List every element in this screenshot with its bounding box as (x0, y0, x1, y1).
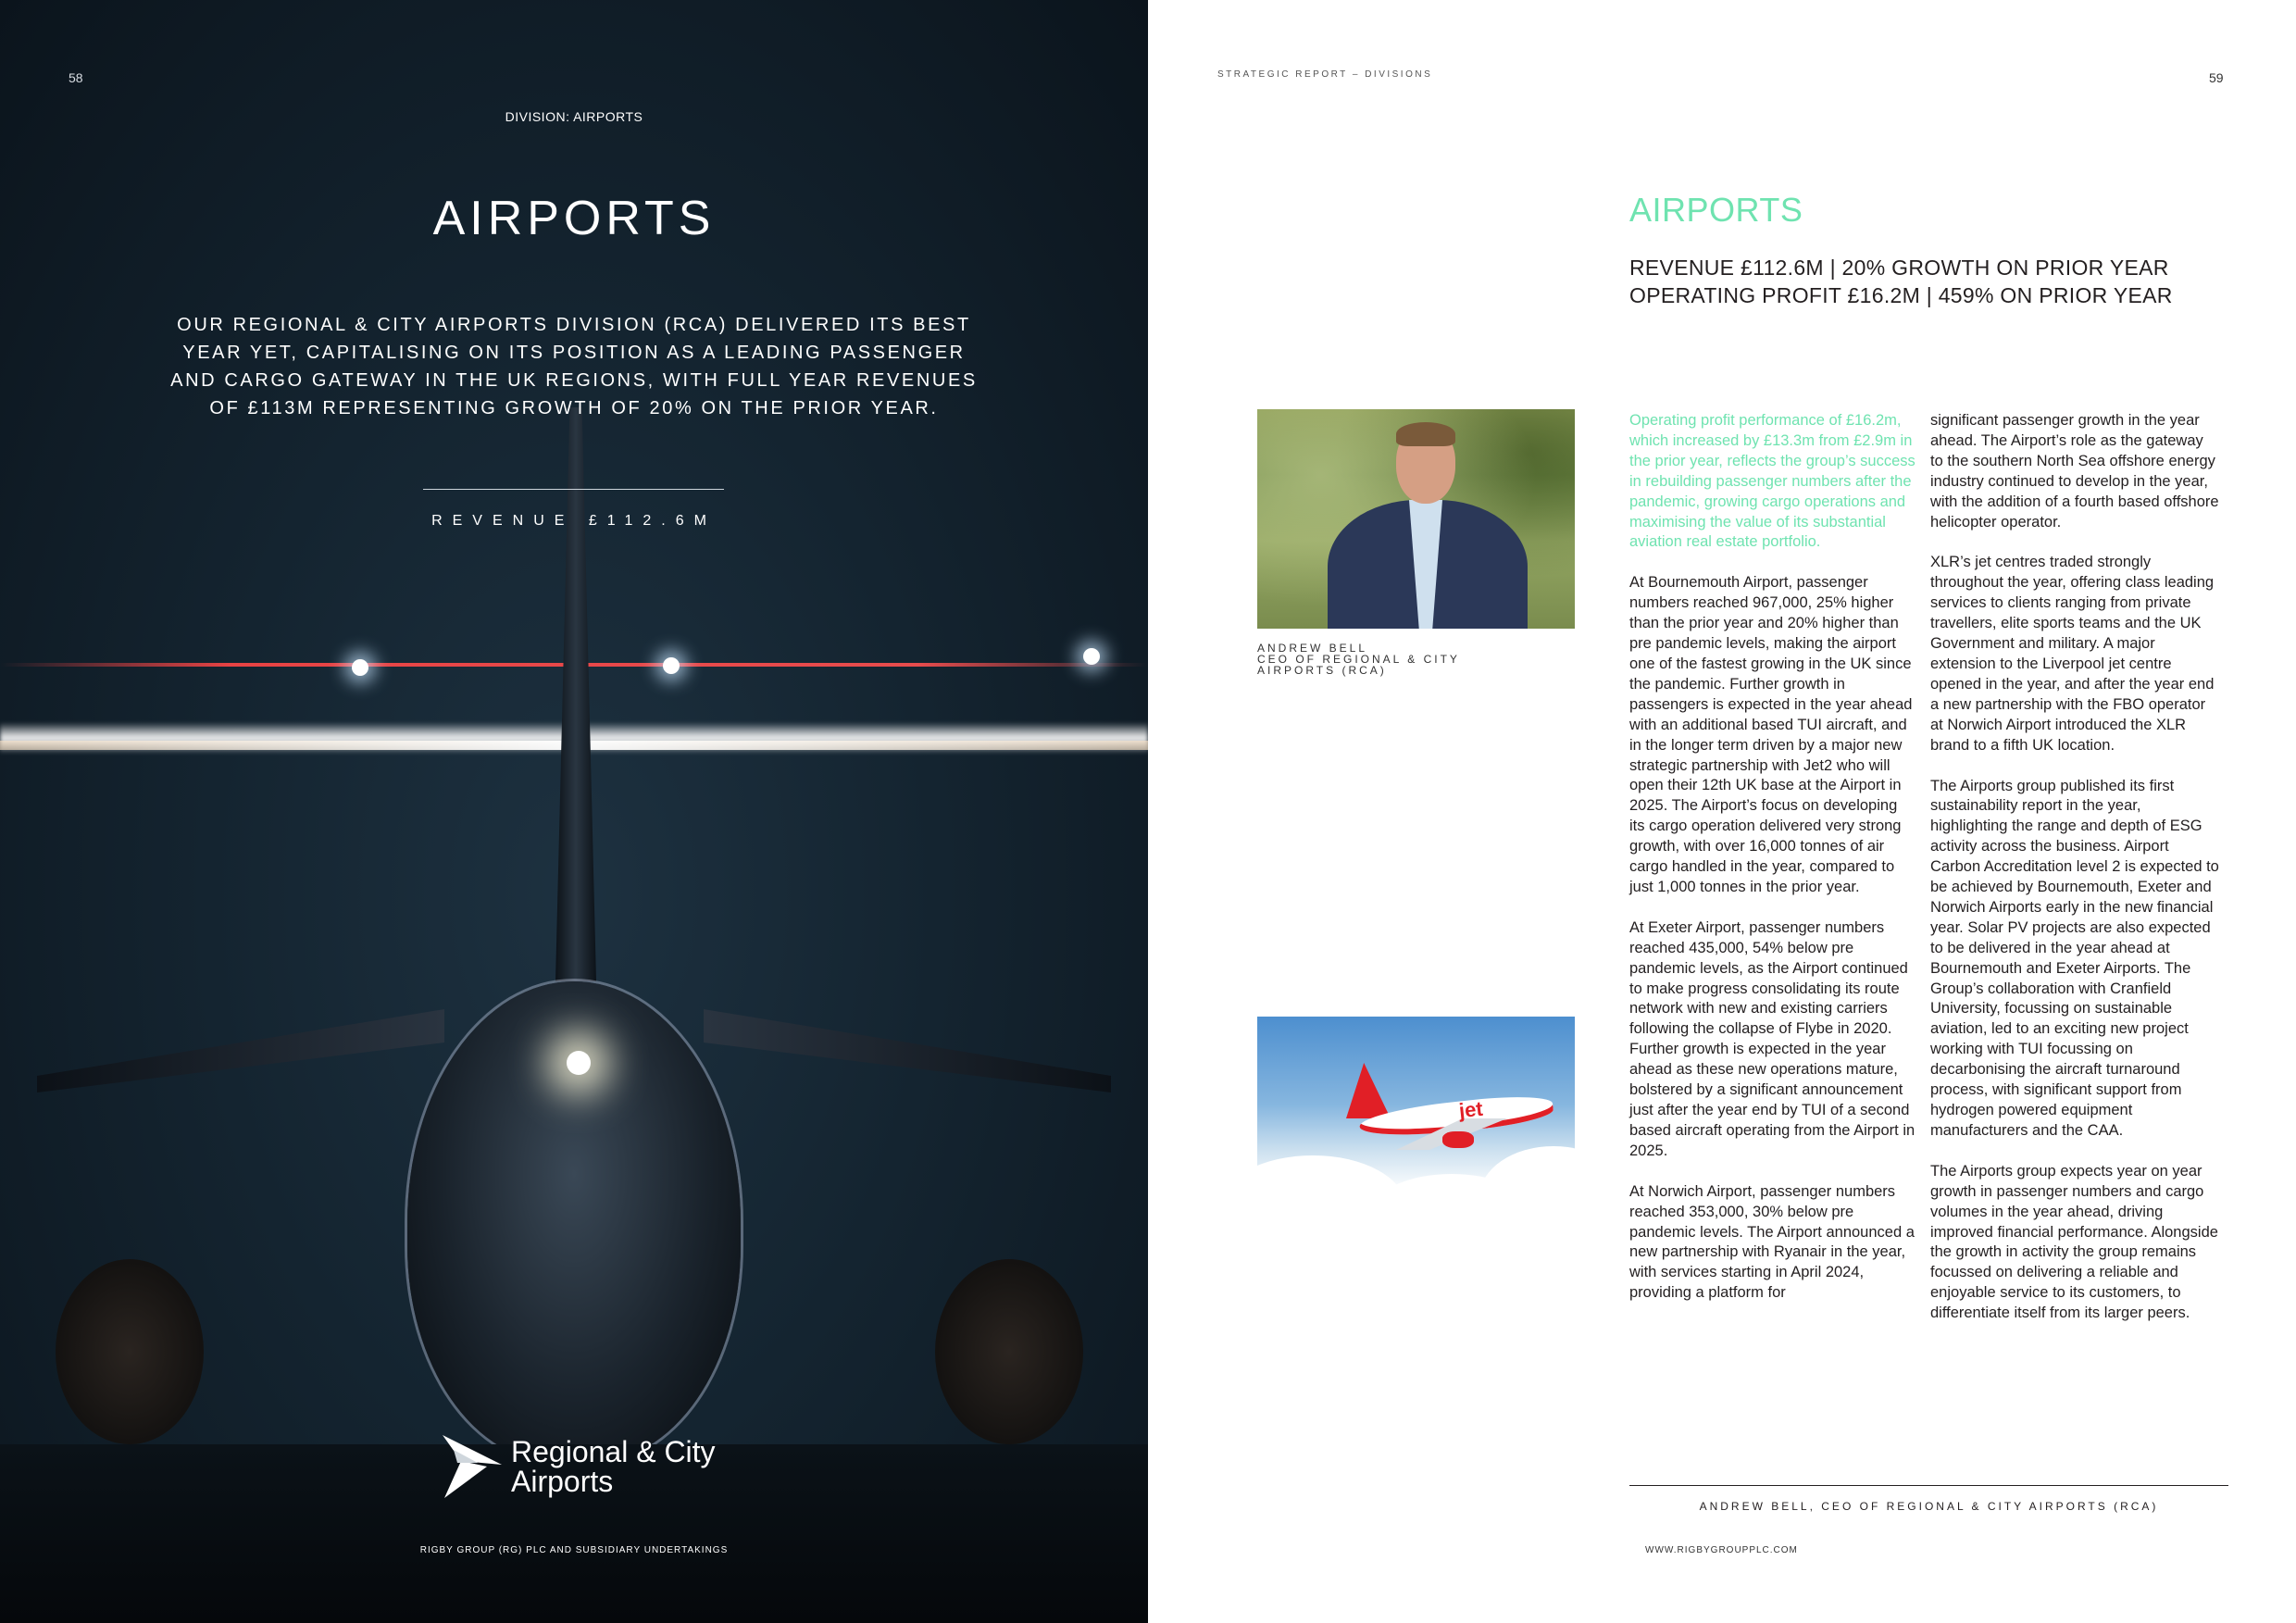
highlight-paragraph: Operating profit performance of £16.2m, which increased by £13.3m from £2.9m in the prior year, reflects the group’s success in rebuilding passenger numbers after the pandemic, growing cargo operations and maximising the value of its substantial aviation real estate portfolio. (1629, 412, 1915, 551)
ceo-caption-role: CEO OF REGIONAL & CITY (1257, 653, 1460, 666)
aircraft-tail-fin (555, 407, 596, 981)
body-paragraph: At Norwich Airport, passenger numbers reached 353,000, 30% below pre pandemic levels. The Airport announced a new partnership with Ryanair in the year, with services starting in April 2024, providing a platform for (1629, 1182, 1915, 1302)
runway-light (663, 657, 680, 674)
aircraft-right-wing (704, 1009, 1111, 1092)
section-title: AIRPORTS (1629, 191, 1803, 229)
aircraft-left-engine (56, 1259, 204, 1444)
runway-light (352, 659, 368, 676)
ceo-caption (1257, 643, 1460, 676)
intro-statement: OUR REGIONAL & CITY AIRPORTS DIVISION (RCA) DELIVERED ITS BEST YEAR YET, CAPITALISING ON ITS POSITION AS A LEADING PASSENGER AND CARGO GATEWAY IN THE UK REGIONS, WITH FULL YEAR REVENUES OF £113M REPRESENTING GROWTH OF 20% ON THE PRIOR YEAR. (170, 315, 978, 418)
body-paragraph: The Airports group published its first sustainability report in the year, highlighting the range and depth of ESG activity across the business. Airport Carbon Accreditation level 2 is expected to be achieved by Bournemouth, Exeter and Norwich Airports early in the new financial year. Solar PV projects are also expected to be delivered in the year ahead at Bournemouth and Exeter Airports. The Group’s collaboration with Cranfield University, focussing on sustainable aviation, led to an exciting new project working with TUI focussing on decarbonising the aircraft turnaround process, with significant support from hydrogen powered equipment manufacturers and the CAA. (1930, 777, 2219, 1139)
right-page (1148, 0, 2296, 1623)
runway-light (1083, 648, 1100, 665)
body-paragraph: XLR’s jet centres traded strongly throughout the year, offering class leading services to clients ranging from private travellers, elite sports teams and the UK Government and military. A major extension to the Liverpool jet centre opened in the year, and after the year end a new partnership with the FBO operator at Norwich Airport introduced the XLR brand to a fifth UK location. (1930, 554, 2215, 754)
revenue-summary: REVENUE £112.6M | 20% GROWTH ON PRIOR YEAR (1629, 256, 2169, 280)
page-number: 59 (2209, 70, 2224, 85)
jet2-aircraft-photo (1257, 1017, 1575, 1236)
divider (1629, 1485, 2228, 1486)
page-title: AIRPORTS (432, 192, 716, 245)
ceo-hair (1396, 422, 1455, 446)
division-label: DIVISION: AIRPORTS (505, 109, 643, 124)
body-paragraph: At Bournemouth Airport, passenger numbers reached 967,000, 25% higher than the prior year and 20% higher than pre pandemic levels, making the airport one of the fastest growing in the UK since the pandemic. Further growth in passengers is expected in the year ahead with an additional based TUI aircraft, and in the longer term driven by a major new strategic partnership with Jet2 who will open their 12th UK base at the Airport in 2025. The Airport’s focus on developing its cargo operation delivered very strong growth, with over 16,000 tonnes of air cargo handled in the year, compared to just 1,000 tonnes in the prior year. (1629, 574, 1913, 895)
body-paragraph: At Exeter Airport, passenger numbers reached 435,000, 54% below pre pandemic levels, as the Airport continued to make progress consolidating its route network with new and existing carriers following the collapse of Flybe in 2020. Further growth is expected in the year ahead as these new operations mature, bolstered by a significant announcement just after the year end by TUI of a second based aircraft operating from the Airport in 2025. (1629, 918, 1915, 1159)
footer-company: RIGBY GROUP (RG) PLC AND SUBSIDIARY UNDERTAKINGS (419, 1545, 729, 1555)
website-url[interactable]: WWW.RIGBYGROUPPLC.COM (1645, 1545, 1798, 1555)
body-column-2 (1930, 411, 2219, 1344)
aircraft-right-engine (935, 1259, 1083, 1444)
logo-text-line1: Regional & City (511, 1435, 716, 1468)
jet-engine (1442, 1131, 1474, 1148)
logo-text-line2: Airports (511, 1465, 614, 1498)
ceo-caption-name: ANDREW BELL (1257, 642, 1368, 655)
page-number: 58 (69, 70, 83, 85)
aircraft-landing-light (567, 1051, 591, 1075)
profit-summary: OPERATING PROFIT £16.2M | 459% ON PRIOR YEAR (1629, 283, 2173, 307)
jet-livery-text: jet (1457, 1096, 1484, 1123)
body-column-1 (1629, 411, 1916, 1324)
divider (423, 489, 724, 490)
rca-logo (441, 1433, 718, 1504)
jet-tail (1346, 1063, 1391, 1118)
revenue-highlight: REVENUE £112.6M (431, 513, 717, 529)
section-label: STRATEGIC REPORT – DIVISIONS (1217, 69, 1433, 80)
aircraft-left-wing (37, 1009, 444, 1092)
body-paragraph: The Airports group expects year on year growth in passenger numbers and cargo volumes in the year ahead, driving improved financial performance. Alongside the growth in activity the group remains focussed on delivering a reliable and enjoyable service to its customers, to differentiate itself from its larger peers. (1930, 1162, 2218, 1322)
cloud (1479, 1146, 1575, 1236)
attribution: ANDREW BELL, CEO OF REGIONAL & CITY AIRPORTS (RCA) (1699, 1500, 2159, 1513)
ceo-portrait-photo (1257, 409, 1575, 629)
rca-logo-mark-icon (441, 1433, 505, 1500)
ceo-caption-role-cont: AIRPORTS (RCA) (1257, 664, 1387, 677)
body-paragraph: significant passenger growth in the year ahead. The Airport’s role as the gateway to the southern North Sea offshore energy industry continued to develop in the year, with the addition of a fourth based offshore helicopter operator. (1930, 412, 2219, 531)
